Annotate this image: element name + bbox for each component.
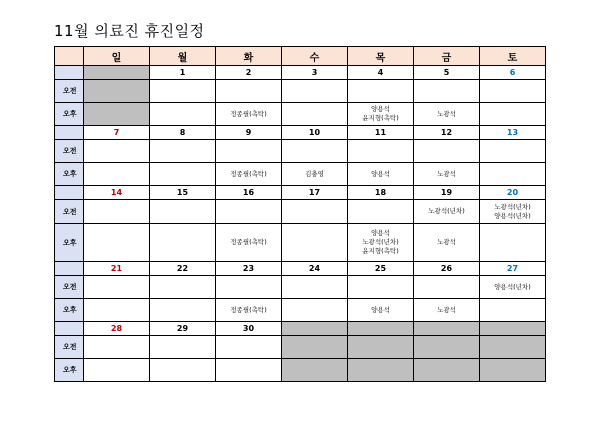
schedule-cell-wed (282, 336, 348, 359)
schedule-cell-wed (282, 140, 348, 163)
date-cell-sun (84, 66, 150, 80)
schedule-cell-fri (414, 200, 480, 224)
date-cell-sat: 13 (480, 126, 546, 140)
weekday-header: 월 (150, 47, 216, 66)
doctor-entry: 노광석(년차) (428, 207, 465, 215)
doctor-entry: 윤지형(촉탁) (362, 247, 399, 255)
weekday-header: 화 (216, 47, 282, 66)
header-corner (55, 47, 84, 66)
schedule-cell-tue (216, 299, 282, 322)
schedule-cell-thu (348, 163, 414, 186)
schedule-cell-mon (150, 359, 216, 382)
period-label: 오후 (55, 103, 84, 126)
date-row-label (55, 126, 84, 140)
date-cell-tue: 23 (216, 262, 282, 276)
date-cell-thu (348, 322, 414, 336)
date-cell-sun: 7 (84, 126, 150, 140)
schedule-cell-tue (216, 224, 282, 262)
schedule-cell-mon (150, 336, 216, 359)
pm-row (55, 299, 546, 322)
am-row (55, 140, 546, 163)
schedule-cell-sun (84, 200, 150, 224)
date-row (55, 186, 546, 200)
doctor-entry: 노광석(년차) (494, 202, 531, 211)
schedule-cell-sun (84, 80, 150, 103)
schedule-cell-fri (414, 163, 480, 186)
date-cell-tue: 9 (216, 126, 282, 140)
date-cell-wed: 17 (282, 186, 348, 200)
date-row (55, 322, 546, 336)
schedule-cell-mon (150, 200, 216, 224)
doctor-entry: 노광석(년차) (362, 238, 399, 246)
pm-row (55, 103, 546, 126)
schedule-table (54, 46, 546, 382)
doctor-entry: 정종필(촉탁) (230, 109, 267, 118)
schedule-cell-mon (150, 163, 216, 186)
schedule-cell-mon (150, 80, 216, 103)
schedule-cell-sat (480, 200, 546, 224)
schedule-cell-tue (216, 103, 282, 126)
pm-row (55, 224, 546, 262)
date-row-label (55, 66, 84, 80)
schedule-cell-sun (84, 140, 150, 163)
doctor-entry: 노광석 (437, 109, 456, 118)
schedule-cell-wed (282, 163, 348, 186)
schedule-cell-sat (480, 299, 546, 322)
period-label: 오전 (55, 336, 84, 359)
schedule-cell-wed (282, 80, 348, 103)
schedule-cell-fri (414, 140, 480, 163)
period-label: 오전 (55, 200, 84, 224)
period-label: 오후 (55, 359, 84, 382)
doctor-entry: 양용석(년차) (494, 211, 531, 220)
period-label: 오전 (55, 140, 84, 163)
schedule-cell-mon (150, 103, 216, 126)
date-cell-mon: 1 (150, 66, 216, 80)
doctor-entry: 양용석(년차) (494, 282, 531, 291)
page-title: 11월 의료진 휴진일정 (54, 22, 205, 40)
pm-row (55, 163, 546, 186)
date-cell-thu: 11 (348, 126, 414, 140)
date-cell-sun: 21 (84, 262, 150, 276)
date-cell-wed: 24 (282, 262, 348, 276)
date-cell-fri: 5 (414, 66, 480, 80)
schedule-cell-thu (348, 224, 414, 262)
schedule-cell-fri (414, 276, 480, 299)
doctor-entry: 양용석 (371, 229, 390, 237)
date-row-label (55, 186, 84, 200)
schedule-cell-fri (414, 80, 480, 103)
schedule-cell-mon (150, 224, 216, 262)
doctor-entry: 노광석 (437, 305, 456, 314)
period-label: 오전 (55, 276, 84, 299)
date-cell-sat (480, 322, 546, 336)
schedule-cell-sun (84, 299, 150, 322)
date-cell-thu: 4 (348, 66, 414, 80)
schedule-cell-fri (414, 224, 480, 262)
schedule-cell-sat (480, 336, 546, 359)
weekday-header: 일 (84, 47, 150, 66)
date-cell-fri: 12 (414, 126, 480, 140)
period-label: 오후 (55, 163, 84, 186)
schedule-cell-thu (348, 80, 414, 103)
schedule-cell-thu (348, 140, 414, 163)
date-cell-tue: 30 (216, 322, 282, 336)
schedule-cell-sat (480, 276, 546, 299)
date-cell-mon: 8 (150, 126, 216, 140)
schedule-cell-sat (480, 80, 546, 103)
schedule-cell-wed (282, 359, 348, 382)
date-cell-thu: 25 (348, 262, 414, 276)
schedule-cell-sat (480, 359, 546, 382)
am-row (55, 200, 546, 224)
schedule-cell-thu (348, 276, 414, 299)
schedule-cell-wed (282, 224, 348, 262)
doctor-entry: 정종필(촉탁) (230, 169, 267, 178)
date-cell-sat: 20 (480, 186, 546, 200)
doctor-entry: 양용석 (371, 169, 390, 178)
weekday-header: 목 (348, 47, 414, 66)
schedule-cell-wed (282, 299, 348, 322)
date-cell-sat: 27 (480, 262, 546, 276)
date-cell-sun: 28 (84, 322, 150, 336)
weekday-header-row (55, 47, 546, 66)
schedule-cell-thu (348, 200, 414, 224)
doctor-entry: 윤지형(촉탁) (362, 114, 399, 122)
doctor-entry: 정종필(촉탁) (230, 238, 267, 246)
date-row (55, 262, 546, 276)
date-cell-fri: 19 (414, 186, 480, 200)
schedule-cell-thu (348, 336, 414, 359)
date-cell-wed: 3 (282, 66, 348, 80)
schedule-cell-tue (216, 359, 282, 382)
schedule-cell-tue (216, 336, 282, 359)
date-cell-thu: 18 (348, 186, 414, 200)
weekday-header: 수 (282, 47, 348, 66)
schedule-cell-fri (414, 359, 480, 382)
schedule-cell-sat (480, 140, 546, 163)
period-label: 오후 (55, 224, 84, 262)
schedule-cell-fri (414, 299, 480, 322)
date-cell-tue: 16 (216, 186, 282, 200)
schedule-cell-tue (216, 80, 282, 103)
schedule-cell-fri (414, 103, 480, 126)
date-cell-tue: 2 (216, 66, 282, 80)
schedule-cell-wed (282, 276, 348, 299)
schedule-cell-mon (150, 140, 216, 163)
date-cell-fri (414, 322, 480, 336)
schedule-cell-wed (282, 200, 348, 224)
schedule-cell-sun (84, 224, 150, 262)
period-label: 오전 (55, 80, 84, 103)
schedule-cell-sun (84, 276, 150, 299)
schedule-cell-sat (480, 163, 546, 186)
calendar-body (55, 66, 546, 382)
doctor-entry: 양용석 (371, 305, 390, 314)
date-cell-wed (282, 322, 348, 336)
date-row-label (55, 322, 84, 336)
schedule-cell-thu (348, 359, 414, 382)
doctor-entry: 양용석 (371, 105, 390, 113)
schedule-cell-sat (480, 103, 546, 126)
date-cell-sat: 6 (480, 66, 546, 80)
weekday-header: 토 (480, 47, 546, 66)
schedule-cell-thu (348, 103, 414, 126)
am-row (55, 276, 546, 299)
schedule-cell-sun (84, 103, 150, 126)
doctor-entry: 정종필(촉탁) (230, 305, 267, 314)
date-cell-mon: 15 (150, 186, 216, 200)
schedule-cell-tue (216, 163, 282, 186)
pm-row (55, 359, 546, 382)
doctor-entry: 노광석 (437, 238, 456, 246)
schedule-cell-sun (84, 336, 150, 359)
schedule-cell-tue (216, 200, 282, 224)
schedule-cell-sat (480, 224, 546, 262)
schedule-cell-tue (216, 140, 282, 163)
date-row-label (55, 262, 84, 276)
date-row (55, 66, 546, 80)
doctor-entry: 김충영 (305, 169, 324, 178)
am-row (55, 336, 546, 359)
doctor-entry: 노광석 (437, 169, 456, 178)
weekday-header: 금 (414, 47, 480, 66)
schedule-cell-sun (84, 163, 150, 186)
schedule-cell-thu (348, 299, 414, 322)
date-cell-sun: 14 (84, 186, 150, 200)
date-cell-fri: 26 (414, 262, 480, 276)
date-row (55, 126, 546, 140)
schedule-cell-wed (282, 103, 348, 126)
schedule-cell-tue (216, 276, 282, 299)
date-cell-wed: 10 (282, 126, 348, 140)
schedule-cell-fri (414, 336, 480, 359)
date-cell-mon: 29 (150, 322, 216, 336)
date-cell-mon: 22 (150, 262, 216, 276)
am-row (55, 80, 546, 103)
period-label: 오후 (55, 299, 84, 322)
schedule-cell-mon (150, 276, 216, 299)
schedule-cell-sun (84, 359, 150, 382)
schedule-cell-mon (150, 299, 216, 322)
